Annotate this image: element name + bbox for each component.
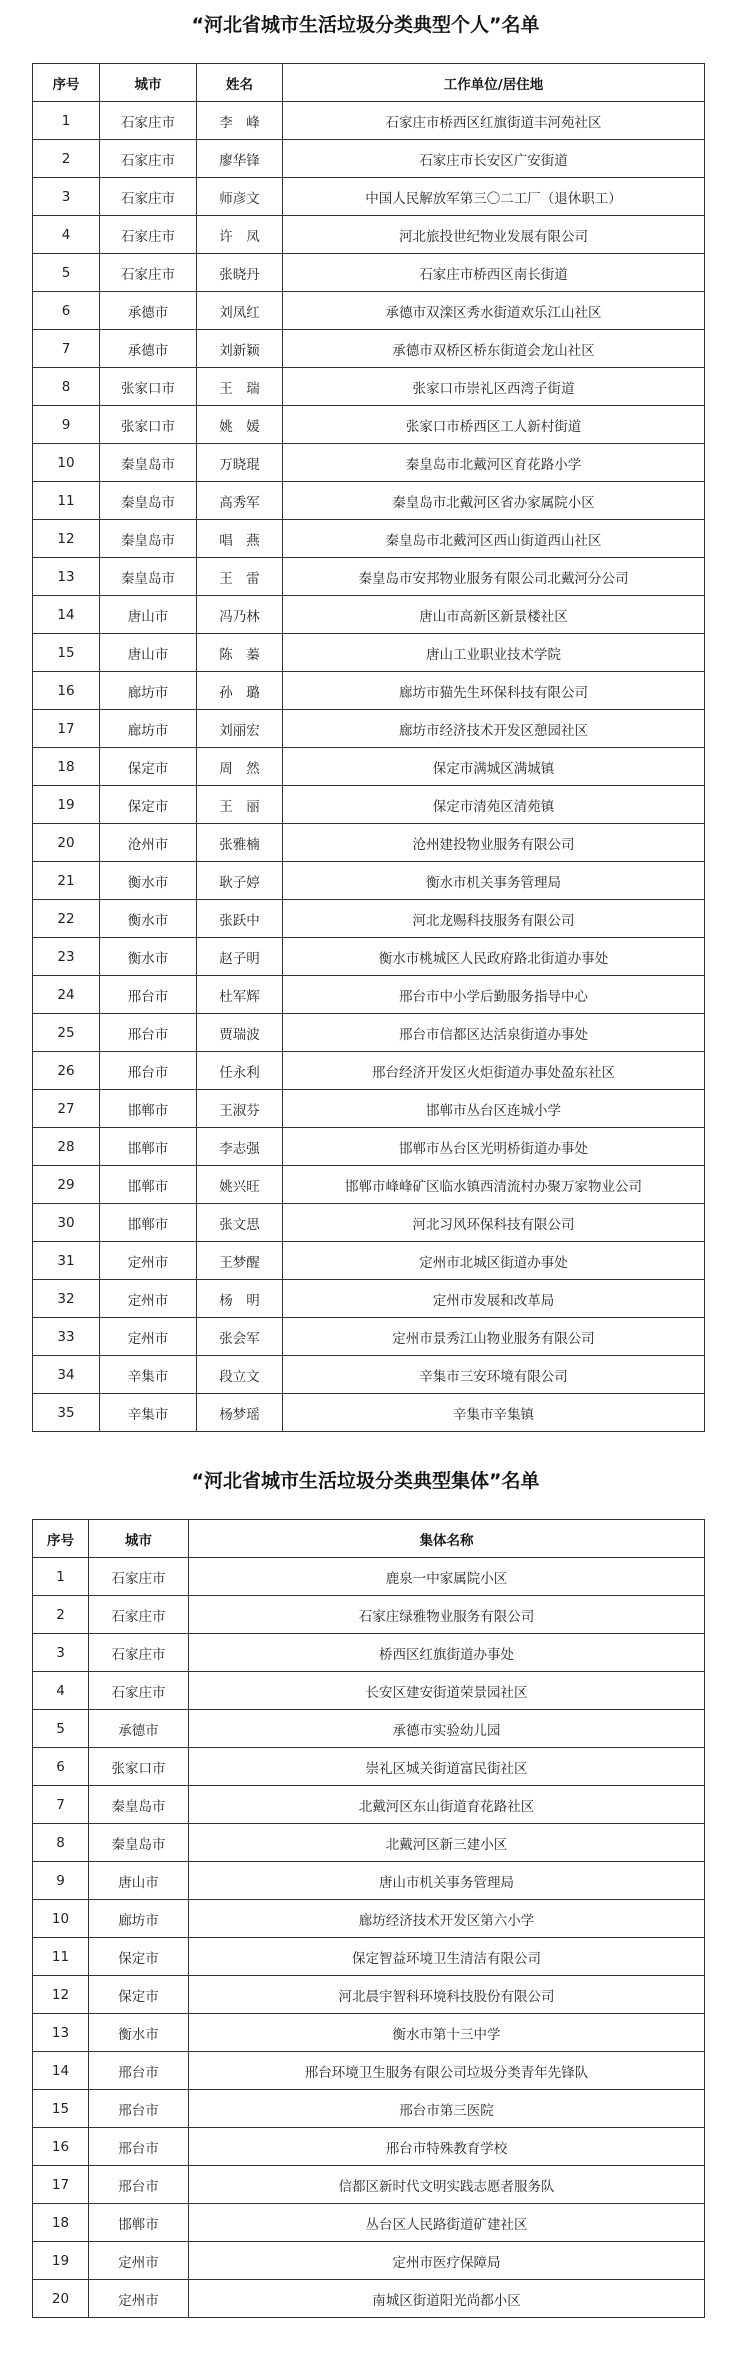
cell-name: 张雅楠: [197, 824, 283, 862]
table-row: [33, 1824, 705, 1862]
table-row: [33, 938, 705, 976]
cell-city: 定州市: [89, 2242, 189, 2280]
table-row: [33, 330, 705, 368]
cell-workplace: 秦皇岛市北戴河区西山街道西山社区: [283, 520, 705, 558]
table-row: [33, 558, 705, 596]
table-row: [33, 786, 705, 824]
cell-city: 邢台市: [100, 1052, 197, 1090]
cell-index: 10: [33, 1900, 89, 1938]
cell-city: 石家庄市: [100, 216, 197, 254]
cell-workplace: 衡水市桃城区人民政府路北街道办事处: [283, 938, 705, 976]
cell-workplace: 廊坊市猫先生环保科技有限公司: [283, 672, 705, 710]
cell-index: 15: [33, 634, 100, 672]
cell-workplace: 辛集市辛集镇: [283, 1394, 705, 1432]
cell-city: 邢台市: [89, 2090, 189, 2128]
table-row: [33, 2090, 705, 2128]
cell-collective-name: 崇礼区城关街道富民街社区: [189, 1748, 705, 1786]
cell-city: 石家庄市: [100, 102, 197, 140]
cell-workplace: 唐山工业职业技术学院: [283, 634, 705, 672]
table-row: [33, 596, 705, 634]
table-row: [33, 292, 705, 330]
cell-collective-name: 唐山市机关事务管理局: [189, 1862, 705, 1900]
cell-collective-name: 保定智益环境卫生清洁有限公司: [189, 1938, 705, 1976]
table-row: [33, 1090, 705, 1128]
cell-city: 唐山市: [100, 634, 197, 672]
cell-workplace: 承德市双滦区秀水街道欢乐江山社区: [283, 292, 705, 330]
table-row: [33, 1014, 705, 1052]
cell-index: 16: [33, 672, 100, 710]
table-row: [33, 1634, 705, 1672]
cell-workplace: 石家庄市长安区广安街道: [283, 140, 705, 178]
table-row: [33, 1166, 705, 1204]
table-row: [33, 976, 705, 1014]
cell-index: 3: [33, 1634, 89, 1672]
cell-workplace: 秦皇岛市北戴河区育花路小学: [283, 444, 705, 482]
cell-city: 石家庄市: [89, 1634, 189, 1672]
table-row: [33, 1558, 705, 1596]
cell-name: 师彦文: [197, 178, 283, 216]
table-row: [33, 1052, 705, 1090]
cell-name: 姚兴旺: [197, 1166, 283, 1204]
cell-workplace: 邯郸市峰峰矿区临水镇西清流村办聚万家物业公司: [283, 1166, 705, 1204]
cell-city: 邢台市: [100, 976, 197, 1014]
cell-collective-name: 石家庄绿雅物业服务有限公司: [189, 1596, 705, 1634]
cell-name: 张文思: [197, 1204, 283, 1242]
cell-city: 邯郸市: [89, 2204, 189, 2242]
cell-index: 35: [33, 1394, 100, 1432]
cell-collective-name: 信都区新时代文明实践志愿者服务队: [189, 2166, 705, 2204]
cell-city: 定州市: [100, 1318, 197, 1356]
column-header-collective-name: 集体名称: [189, 1520, 705, 1558]
cell-workplace: 秦皇岛市安邦物业服务有限公司北戴河分公司: [283, 558, 705, 596]
cell-collective-name: 北戴河区东山街道育花路社区: [189, 1786, 705, 1824]
cell-city: 保定市: [100, 786, 197, 824]
table-row: [33, 824, 705, 862]
table-row: [33, 254, 705, 292]
cell-index: 18: [33, 748, 100, 786]
cell-collective-name: 承德市实验幼儿园: [189, 1710, 705, 1748]
cell-city: 石家庄市: [100, 178, 197, 216]
table-row: [33, 1318, 705, 1356]
cell-index: 4: [33, 216, 100, 254]
table-row: [33, 444, 705, 482]
cell-city: 石家庄市: [89, 1558, 189, 1596]
cell-name: 冯乃林: [197, 596, 283, 634]
collectives-table: [32, 1519, 705, 2318]
cell-city: 唐山市: [89, 1862, 189, 1900]
cell-index: 2: [33, 1596, 89, 1634]
cell-index: 22: [33, 900, 100, 938]
cell-city: 石家庄市: [89, 1596, 189, 1634]
cell-index: 20: [33, 2280, 89, 2318]
table-row: [33, 1204, 705, 1242]
cell-index: 4: [33, 1672, 89, 1710]
table-row: [33, 900, 705, 938]
table-row: [33, 1900, 705, 1938]
cell-workplace: 保定市清苑区清苑镇: [283, 786, 705, 824]
cell-collective-name: 廊坊经济技术开发区第六小学: [189, 1900, 705, 1938]
column-header-city: 城市: [100, 64, 197, 102]
cell-collective-name: 衡水市第十三中学: [189, 2014, 705, 2052]
individuals-title: “河北省城市生活垃圾分类典型个人”名单: [191, 14, 540, 36]
cell-index: 7: [33, 1786, 89, 1824]
cell-index: 26: [33, 1052, 100, 1090]
cell-workplace: 邢台经济开发区火炬街道办事处盈东社区: [283, 1052, 705, 1090]
cell-index: 24: [33, 976, 100, 1014]
cell-name: 刘新颖: [197, 330, 283, 368]
cell-index: 15: [33, 2090, 89, 2128]
column-header-city: 城市: [89, 1520, 189, 1558]
cell-name: 王 雷: [197, 558, 283, 596]
cell-index: 8: [33, 1824, 89, 1862]
cell-workplace: 唐山市高新区新景楼社区: [283, 596, 705, 634]
cell-collective-name: 邢台环境卫生服务有限公司垃圾分类青年先锋队: [189, 2052, 705, 2090]
cell-city: 衡水市: [100, 862, 197, 900]
table-row: [33, 1862, 705, 1900]
table-row: [33, 1242, 705, 1280]
table-row: [33, 748, 705, 786]
cell-index: 19: [33, 2242, 89, 2280]
table-row: [33, 482, 705, 520]
table-row: [33, 368, 705, 406]
table-row: [33, 1938, 705, 1976]
cell-index: 20: [33, 824, 100, 862]
cell-name: 张跃中: [197, 900, 283, 938]
table-row: [33, 102, 705, 140]
cell-index: 2: [33, 140, 100, 178]
cell-city: 承德市: [100, 330, 197, 368]
cell-index: 29: [33, 1166, 100, 1204]
cell-collective-name: 定州市医疗保障局: [189, 2242, 705, 2280]
cell-workplace: 衡水市机关事务管理局: [283, 862, 705, 900]
cell-index: 8: [33, 368, 100, 406]
cell-index: 12: [33, 520, 100, 558]
table-row: [33, 1786, 705, 1824]
cell-index: 23: [33, 938, 100, 976]
cell-workplace: 中国人民解放军第三〇二工厂（退休职工）: [283, 178, 705, 216]
cell-index: 21: [33, 862, 100, 900]
table-row: [33, 2166, 705, 2204]
cell-name: 李志强: [197, 1128, 283, 1166]
cell-city: 承德市: [100, 292, 197, 330]
column-header-index: 序号: [33, 1520, 89, 1558]
collectives-header-row: [33, 1520, 705, 1558]
cell-city: 邯郸市: [100, 1128, 197, 1166]
cell-index: 1: [33, 102, 100, 140]
cell-city: 邯郸市: [100, 1090, 197, 1128]
cell-name: 王淑芬: [197, 1090, 283, 1128]
cell-city: 邢台市: [89, 2052, 189, 2090]
cell-city: 衡水市: [100, 900, 197, 938]
cell-city: 邢台市: [100, 1014, 197, 1052]
cell-collective-name: 南城区街道阳光尚都小区: [189, 2280, 705, 2318]
cell-index: 6: [33, 292, 100, 330]
cell-index: 5: [33, 1710, 89, 1748]
cell-index: 13: [33, 558, 100, 596]
cell-workplace: 张家口市桥西区工人新村街道: [283, 406, 705, 444]
cell-city: 邢台市: [89, 2166, 189, 2204]
cell-city: 秦皇岛市: [89, 1786, 189, 1824]
cell-city: 保定市: [89, 1976, 189, 2014]
table-row: [33, 1280, 705, 1318]
cell-city: 保定市: [89, 1938, 189, 1976]
cell-city: 唐山市: [100, 596, 197, 634]
collectives-title: “河北省城市生活垃圾分类典型集体”名单: [191, 1470, 540, 1492]
cell-index: 14: [33, 2052, 89, 2090]
cell-workplace: 辛集市三安环境有限公司: [283, 1356, 705, 1394]
cell-index: 25: [33, 1014, 100, 1052]
cell-city: 辛集市: [100, 1356, 197, 1394]
cell-index: 17: [33, 2166, 89, 2204]
cell-workplace: 廊坊市经济技术开发区憩园社区: [283, 710, 705, 748]
individuals-table: [32, 63, 705, 1432]
table-row: [33, 2204, 705, 2242]
table-row: [33, 672, 705, 710]
table-row: [33, 1710, 705, 1748]
cell-city: 邯郸市: [100, 1204, 197, 1242]
table-row: [33, 1394, 705, 1432]
cell-index: 31: [33, 1242, 100, 1280]
table-row: [33, 1128, 705, 1166]
cell-index: 5: [33, 254, 100, 292]
cell-name: 孙 璐: [197, 672, 283, 710]
cell-name: 贾瑞波: [197, 1014, 283, 1052]
cell-city: 邢台市: [89, 2128, 189, 2166]
table-row: [33, 178, 705, 216]
cell-workplace: 定州市景秀江山物业服务有限公司: [283, 1318, 705, 1356]
cell-collective-name: 北戴河区新三建小区: [189, 1824, 705, 1862]
cell-collective-name: 邢台市第三医院: [189, 2090, 705, 2128]
cell-name: 唱 燕: [197, 520, 283, 558]
cell-city: 石家庄市: [89, 1672, 189, 1710]
cell-index: 14: [33, 596, 100, 634]
cell-city: 衡水市: [100, 938, 197, 976]
table-row: [33, 2280, 705, 2318]
cell-index: 28: [33, 1128, 100, 1166]
cell-index: 12: [33, 1976, 89, 2014]
cell-city: 秦皇岛市: [89, 1824, 189, 1862]
cell-workplace: 石家庄市桥西区红旗街道丰河苑社区: [283, 102, 705, 140]
cell-index: 19: [33, 786, 100, 824]
cell-city: 石家庄市: [100, 254, 197, 292]
column-header-workplace: 工作单位/居住地: [283, 64, 705, 102]
cell-city: 张家口市: [89, 1748, 189, 1786]
cell-name: 李 峰: [197, 102, 283, 140]
cell-name: 王 丽: [197, 786, 283, 824]
cell-name: 杨 明: [197, 1280, 283, 1318]
cell-name: 张会军: [197, 1318, 283, 1356]
cell-name: 王 瑞: [197, 368, 283, 406]
cell-workplace: 定州市发展和改革局: [283, 1280, 705, 1318]
cell-index: 11: [33, 482, 100, 520]
cell-workplace: 邢台市信都区达活泉街道办事处: [283, 1014, 705, 1052]
cell-collective-name: 鹿泉一中家属院小区: [189, 1558, 705, 1596]
cell-workplace: 河北龙赐科技服务有限公司: [283, 900, 705, 938]
cell-workplace: 张家口市崇礼区西湾子街道: [283, 368, 705, 406]
cell-name: 刘丽宏: [197, 710, 283, 748]
cell-city: 廊坊市: [100, 672, 197, 710]
cell-city: 廊坊市: [89, 1900, 189, 1938]
cell-workplace: 河北旅投世纪物业发展有限公司: [283, 216, 705, 254]
cell-city: 张家口市: [100, 406, 197, 444]
table-row: [33, 634, 705, 672]
cell-city: 沧州市: [100, 824, 197, 862]
cell-index: 32: [33, 1280, 100, 1318]
cell-name: 周 然: [197, 748, 283, 786]
cell-name: 杜军辉: [197, 976, 283, 1014]
table-row: [33, 140, 705, 178]
cell-name: 高秀军: [197, 482, 283, 520]
cell-index: 9: [33, 1862, 89, 1900]
column-header-name: 姓名: [197, 64, 283, 102]
cell-name: 王梦醒: [197, 1242, 283, 1280]
cell-index: 7: [33, 330, 100, 368]
cell-workplace: 保定市满城区满城镇: [283, 748, 705, 786]
cell-name: 耿子婷: [197, 862, 283, 900]
cell-name: 张晓丹: [197, 254, 283, 292]
cell-index: 17: [33, 710, 100, 748]
cell-index: 1: [33, 1558, 89, 1596]
cell-name: 陈 蓁: [197, 634, 283, 672]
cell-index: 16: [33, 2128, 89, 2166]
cell-name: 廖华锋: [197, 140, 283, 178]
cell-index: 33: [33, 1318, 100, 1356]
cell-city: 定州市: [100, 1280, 197, 1318]
cell-collective-name: 长安区建安街道荣景园社区: [189, 1672, 705, 1710]
cell-workplace: 承德市双桥区桥东街道会龙山社区: [283, 330, 705, 368]
column-header-index: 序号: [33, 64, 100, 102]
cell-city: 石家庄市: [100, 140, 197, 178]
cell-name: 刘凤红: [197, 292, 283, 330]
cell-city: 秦皇岛市: [100, 444, 197, 482]
cell-index: 18: [33, 2204, 89, 2242]
cell-index: 9: [33, 406, 100, 444]
cell-workplace: 沧州建投物业服务有限公司: [283, 824, 705, 862]
table-row: [33, 2242, 705, 2280]
cell-city: 承德市: [89, 1710, 189, 1748]
cell-city: 张家口市: [100, 368, 197, 406]
cell-city: 廊坊市: [100, 710, 197, 748]
table-row: [33, 1596, 705, 1634]
cell-city: 衡水市: [89, 2014, 189, 2052]
cell-name: 任永利: [197, 1052, 283, 1090]
cell-name: 许 凤: [197, 216, 283, 254]
cell-city: 邯郸市: [100, 1166, 197, 1204]
cell-name: 段立文: [197, 1356, 283, 1394]
cell-index: 30: [33, 1204, 100, 1242]
cell-workplace: 石家庄市桥西区南长街道: [283, 254, 705, 292]
individuals-header-row: [33, 64, 705, 102]
cell-city: 定州市: [89, 2280, 189, 2318]
cell-collective-name: 河北晨宇智科环境科技股份有限公司: [189, 1976, 705, 2014]
table-row: [33, 710, 705, 748]
cell-index: 11: [33, 1938, 89, 1976]
cell-name: 杨梦瑶: [197, 1394, 283, 1432]
cell-name: 赵子明: [197, 938, 283, 976]
cell-city: 辛集市: [100, 1394, 197, 1432]
table-row: [33, 862, 705, 900]
cell-name: 万晓琨: [197, 444, 283, 482]
cell-index: 34: [33, 1356, 100, 1394]
cell-index: 6: [33, 1748, 89, 1786]
cell-name: 姚 媛: [197, 406, 283, 444]
cell-workplace: 邯郸市丛台区光明桥街道办事处: [283, 1128, 705, 1166]
cell-index: 27: [33, 1090, 100, 1128]
cell-city: 保定市: [100, 748, 197, 786]
cell-index: 10: [33, 444, 100, 482]
table-row: [33, 2052, 705, 2090]
table-row: [33, 1356, 705, 1394]
cell-index: 13: [33, 2014, 89, 2052]
table-row: [33, 2128, 705, 2166]
cell-workplace: 定州市北城区街道办事处: [283, 1242, 705, 1280]
table-row: [33, 216, 705, 254]
table-row: [33, 2014, 705, 2052]
table-row: [33, 406, 705, 444]
table-row: [33, 1748, 705, 1786]
table-row: [33, 1672, 705, 1710]
cell-city: 秦皇岛市: [100, 558, 197, 596]
table-row: [33, 520, 705, 558]
cell-collective-name: 丛台区人民路街道矿建社区: [189, 2204, 705, 2242]
cell-city: 秦皇岛市: [100, 520, 197, 558]
cell-workplace: 秦皇岛市北戴河区省办家属院小区: [283, 482, 705, 520]
table-row: [33, 1976, 705, 2014]
cell-index: 3: [33, 178, 100, 216]
cell-city: 秦皇岛市: [100, 482, 197, 520]
cell-workplace: 河北习风环保科技有限公司: [283, 1204, 705, 1242]
cell-city: 定州市: [100, 1242, 197, 1280]
cell-workplace: 邢台市中小学后勤服务指导中心: [283, 976, 705, 1014]
cell-collective-name: 桥西区红旗街道办事处: [189, 1634, 705, 1672]
cell-collective-name: 邢台市特殊教育学校: [189, 2128, 705, 2166]
cell-workplace: 邯郸市丛台区连城小学: [283, 1090, 705, 1128]
